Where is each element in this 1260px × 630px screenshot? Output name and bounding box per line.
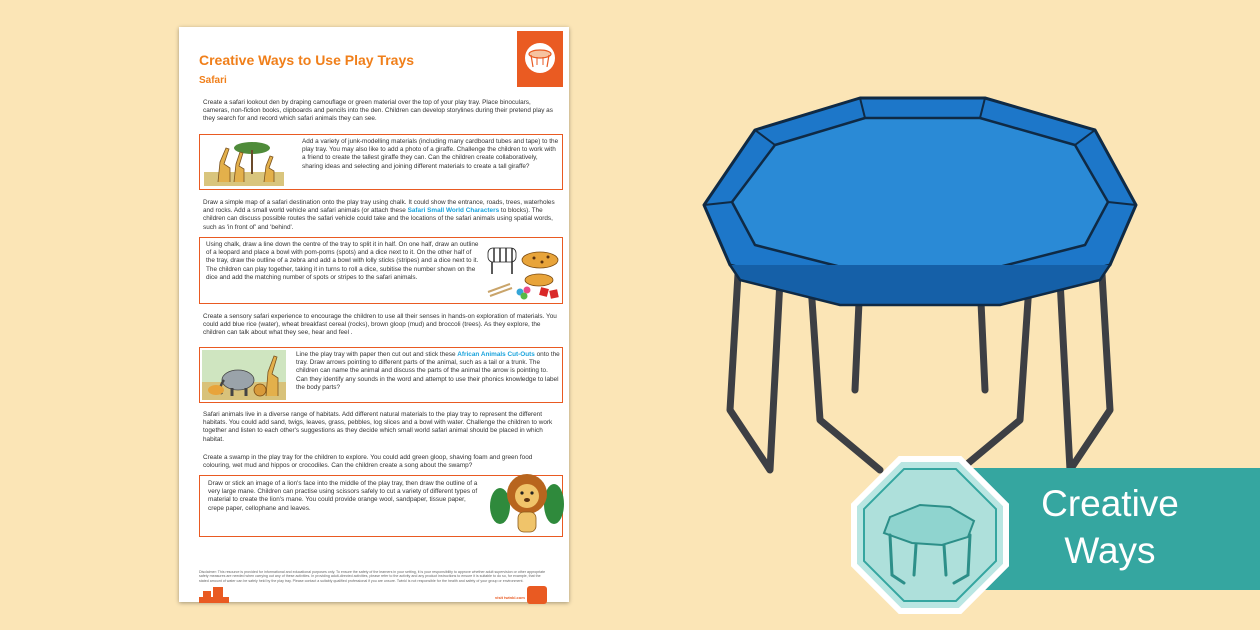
header-ribbon <box>517 31 563 87</box>
box-text: onto the tray. Draw arrows pointing to different parts of the animal, such as a tail or a trunk. The children can name the animal and discuss the parts of the animal the arrow is pointing to. Can they identify any sounds in the word and attempt to use their phonics knowledge to label the body parts? <box>296 351 560 391</box>
box-text: Line the play tray with paper then cut out and stick these <box>296 351 458 358</box>
activity-box-lion-mane <box>199 475 563 537</box>
paragraph-habitats: Safari animals live in a diverse range of habitats. Add different natural materials to the play tray to represent the different habitats. You could add sand, twigs, leaves, grass, pebbles, log slices and a bowl with water. Challenge the children to work together and listen to each other's suggestions as they decide which small world safari animal should be placed in which habitat. <box>203 411 553 443</box>
tray-basin <box>732 118 1108 268</box>
paragraph-swamp: Create a swamp in the play tray for the children to explore. You could add green gloop, shaving foam and green food colouring, wet mud and hippos or crocodiles. Can the children create a song about the swamp? <box>203 454 533 470</box>
footer-url[interactable]: visit twinkl.com <box>495 595 525 600</box>
resource-sheet <box>179 27 569 602</box>
african-animals-cutouts-link[interactable]: African Animals Cut-Outs <box>457 351 535 358</box>
safari-small-world-link[interactable]: Safari Small World Characters <box>407 207 500 215</box>
activity-box-giraffe <box>199 134 563 190</box>
disclaimer-text: Disclaimer: This resource is provided for informational and educational purposes only. To ensure the safety of the learners in your setting, it is your responsibility to approve whether adult supervision or other appropriate safety measures are needed when carrying out any of these activities. In providing adult-directed activities, please refer to the activity and any product instructions to ensure it is suitable to do so, for example, that the stated amount of water can be safely held by the play tray. Please contact a suitably qualified professional if you are unsure. Twinkl is not responsible for the health and safety of your group or environment. <box>199 570 546 583</box>
banner-title <box>1000 480 1220 574</box>
activity-box-animal-cutouts <box>199 347 563 403</box>
african-animals-illustration <box>202 350 286 400</box>
banner-line-1: Creative <box>1041 483 1179 524</box>
giraffe-illustration <box>204 138 284 186</box>
banner-line-2: Ways <box>1064 530 1156 571</box>
paragraph-text: to blocks). The children can discuss possible routes the safari vehicle could take and the locations of the safari animals using spatial words, such as 'in front of' and 'behind'. <box>203 207 553 231</box>
activity-text-animal-cutouts <box>296 351 560 392</box>
document-subtitle: Safari <box>199 75 227 86</box>
document-title: Creative Ways to Use Play Trays <box>199 52 415 68</box>
paragraph-lookout-den: Create a safari lookout den by draping camouflage or green material over the top of your play tray. Place binoculars, cameras, non-fiction books, clipboards and pencils into the den. Children can develop storylines during their pretend play as they search for and record which safari animals they can see. <box>203 99 553 123</box>
activity-text-lion-mane: Draw or stick an image of a lion's face into the middle of the play tray, then draw the outline of a very large mane. Children can practise using scissors safely to cut a variety of different types of material to create the lion's mane. You could provide orange wool, sandpaper, tissue paper, crepe paper, cellophane and leaves. <box>208 480 478 512</box>
zebra-leopard-illustration <box>484 240 562 302</box>
play-tray-badge-icon <box>850 455 1010 615</box>
paragraph-text: Draw a simple map of a safari destination onto the play tray using chalk. It could show the entrance, roads, trees, waterholes and rocks. Add a small world vehicle and safari animals (or attach these <box>203 199 555 215</box>
play-tray-icon <box>521 43 559 75</box>
activity-text-spots-stripes: Using chalk, draw a line down the centre of the tray to split it in half. On one half, draw an outline of a leopard and place a bowl with pom-poms (spots) and a dice next to it. On the other half of the tray, draw the outline of a zebra and add a bowl with lolly sticks (stripes) and a dice next to it. The children can play together, taking it in turns to roll a dice, subitise the number shown on the dice and add the matching number of spots or stripes to the safari animals. <box>206 241 479 281</box>
lion-illustration <box>490 466 564 536</box>
twinkl-blocks-logo <box>199 587 229 603</box>
paragraph-safari-map <box>203 199 558 232</box>
tray-rim-front <box>730 265 1110 305</box>
paragraph-sensory-safari: Create a sensory safari experience to encourage the children to use all their senses in hands-on exploration of materials. You could add blue rice (water), wheat breakfast cereal (rocks), brown gloop (mud) and broccoli (trees). As they explore, the children can talk about what they see, hear and feel . <box>203 313 557 337</box>
twinkl-badge-icon <box>527 586 547 604</box>
play-tray-illustration <box>700 90 1140 490</box>
activity-box-spots-stripes <box>199 237 563 304</box>
activity-text-giraffe: Add a variety of junk-modelling materials (including many cardboard tubes and tape) to the play tray. You may also like to add a photo of a giraffe. Challenge the children to work with a friend to create the tallest giraffe they can. Can the children create collaboratively, sharing ideas and selecting and joining different materials to create a tall giraffe? <box>302 138 559 170</box>
